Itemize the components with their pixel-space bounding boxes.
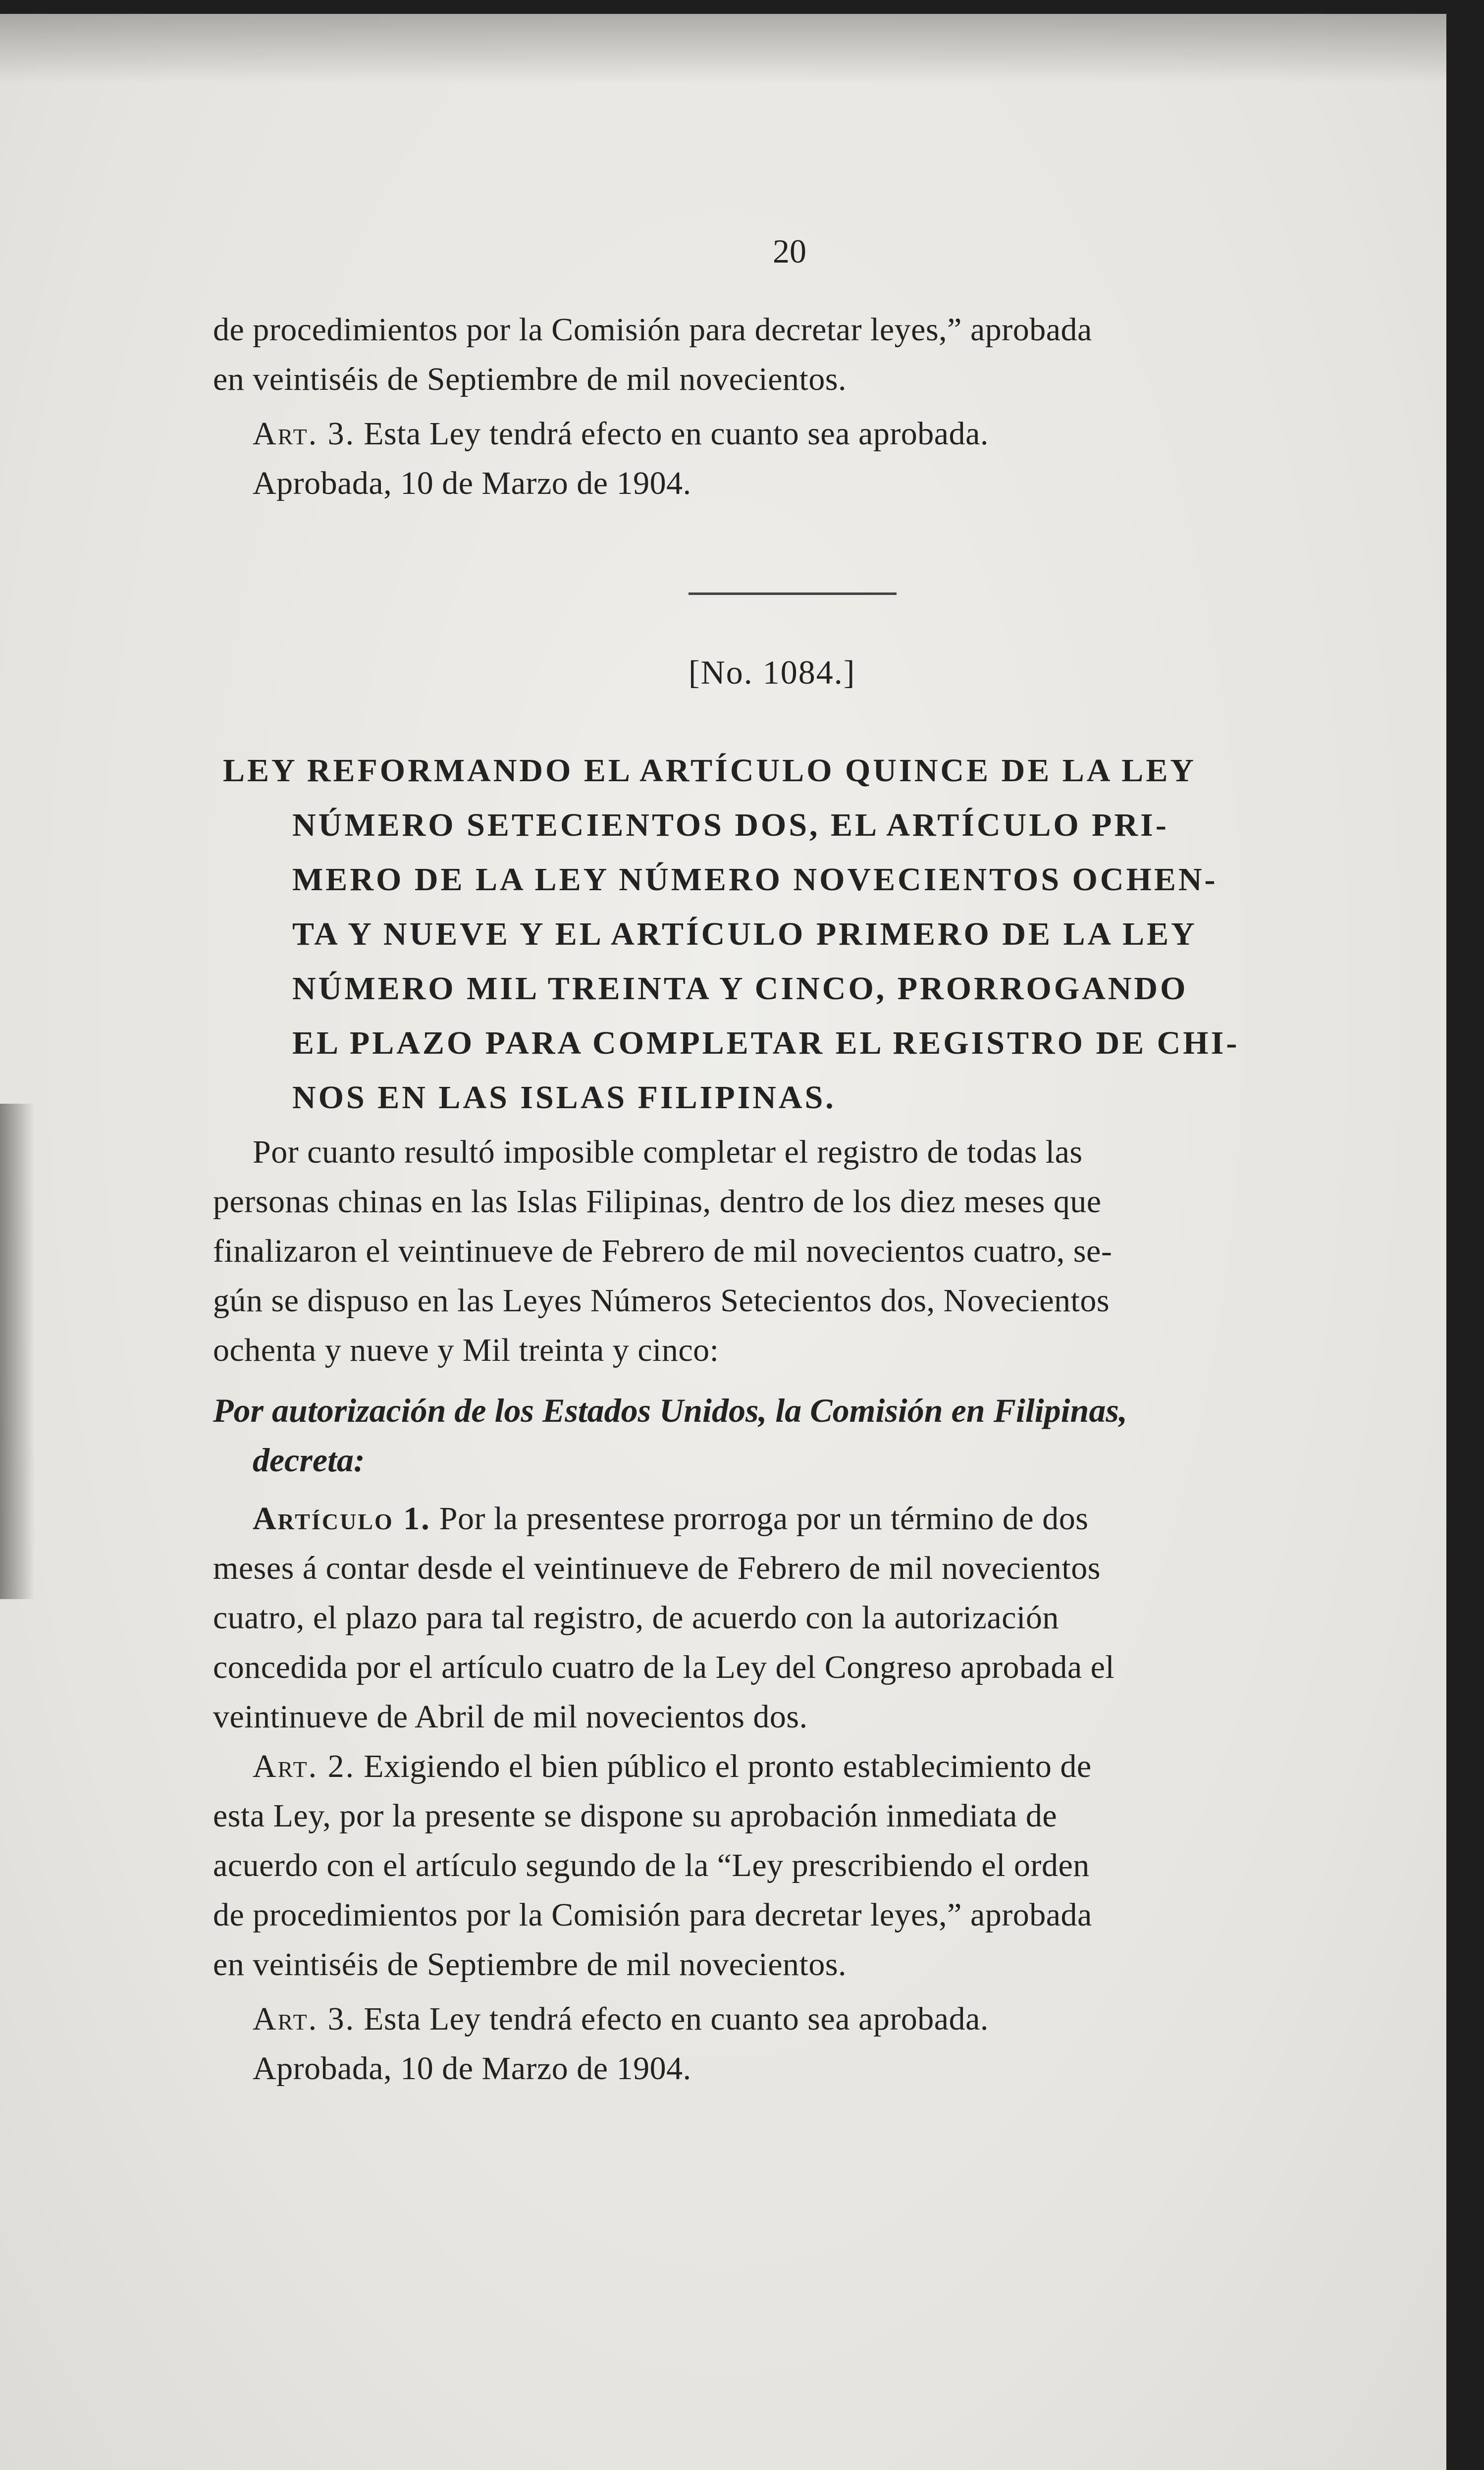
page-number: 20	[773, 232, 806, 270]
approval-date-top: Aprobada, 10 de Marzo de 1904.	[253, 465, 691, 501]
article-1-line: meses á contar desde el veintinueve de Febrero de mil novecientos	[213, 1550, 1101, 1586]
preamble-line: finalizaron el veintinueve de Febrero de mil novecientos cuatro, se-	[213, 1233, 1113, 1269]
law-number: [No. 1084.]	[689, 653, 856, 691]
approval-date: Aprobada, 10 de Marzo de 1904.	[253, 2050, 691, 2087]
enacting-clause-decreta: decreta:	[253, 1441, 365, 1479]
law-title-line: LEY REFORMANDO EL ARTÍCULO QUINCE DE LA LEY	[223, 752, 1196, 789]
article-3-label: Art. 3.	[253, 416, 356, 452]
law-title-line: EL PLAZO PARA COMPLETAR EL REGISTRO DE CHI-	[292, 1025, 1240, 1061]
law-title-line: NOS EN LAS ISLAS FILIPINAS.	[292, 1079, 836, 1116]
article-3-text: Esta Ley tendrá efecto en cuanto sea aprobada.	[364, 416, 989, 452]
binding-shadow	[0, 1104, 35, 1599]
article-2-line: esta Ley, por la presente se dispone su aprobación inmediata de	[213, 1798, 1058, 1834]
scanned-page	[0, 14, 1446, 2470]
article-3	[253, 2000, 989, 2038]
law-title-line: NÚMERO MIL TREINTA Y CINCO, PRORROGANDO	[292, 970, 1188, 1007]
enacting-clause: Por autorización de los Estados Unidos, la Comisión en Filipinas,	[213, 1392, 1127, 1429]
article-1-label: Artículo 1.	[253, 1501, 431, 1537]
article-1-text: Por la presentese prorroga por un término de dos	[439, 1501, 1089, 1537]
article-1-line: concedida por el artículo cuatro de la Ley del Congreso aprobada el	[213, 1649, 1115, 1685]
article-1-line: cuatro, el plazo para tal registro, de acuerdo con la autorización	[213, 1600, 1059, 1636]
page-edge-shadow	[1446, 14, 1484, 2470]
page-top-shadow	[0, 14, 1446, 83]
preamble-line: personas chinas en las Islas Filipinas, dentro de los diez meses que	[213, 1183, 1102, 1220]
article-3-text: Esta Ley tendrá efecto en cuanto sea aprobada.	[364, 2001, 989, 2037]
preamble-line: ochenta y nueve y Mil treinta y cinco:	[213, 1332, 719, 1368]
law-title-line: MERO DE LA LEY NÚMERO NOVECIENTOS OCHEN-	[292, 861, 1218, 898]
article-1-line: veintinueve de Abril de mil novecientos dos.	[213, 1699, 808, 1735]
article-3-top	[253, 415, 989, 453]
law-title-line: TA Y NUEVE Y EL ARTÍCULO PRIMERO DE LA LEY	[292, 916, 1197, 952]
article-2-line: acuerdo con el artículo segundo de la “Ley prescribiendo el orden	[213, 1847, 1090, 1883]
article-3-label: Art. 3.	[253, 2001, 356, 2037]
article-2-first-line	[253, 1748, 1092, 1785]
preamble-line: Por cuanto resultó imposible completar el registro de todas las	[253, 1134, 1083, 1170]
law-title-line: NÚMERO SETECIENTOS DOS, EL ARTÍCULO PRI-	[292, 807, 1169, 843]
section-divider	[689, 592, 897, 595]
article-2-line: de procedimientos por la Comisión para decretar leyes,” aprobada	[213, 1897, 1092, 1933]
continuation-line: en veintiséis de Septiembre de mil novecientos.	[213, 361, 847, 397]
article-1-first-line	[253, 1500, 1088, 1538]
article-2-text: Exigiendo el bien público el pronto establecimiento de	[364, 1748, 1092, 1784]
article-2-label: Art. 2.	[253, 1748, 356, 1784]
article-2-line: en veintiséis de Septiembre de mil novecientos.	[213, 1946, 847, 1983]
continuation-line: de procedimientos por la Comisión para decretar leyes,” aprobada	[213, 312, 1092, 348]
preamble-line: gún se dispuso en las Leyes Números Setecientos dos, Novecientos	[213, 1283, 1110, 1319]
